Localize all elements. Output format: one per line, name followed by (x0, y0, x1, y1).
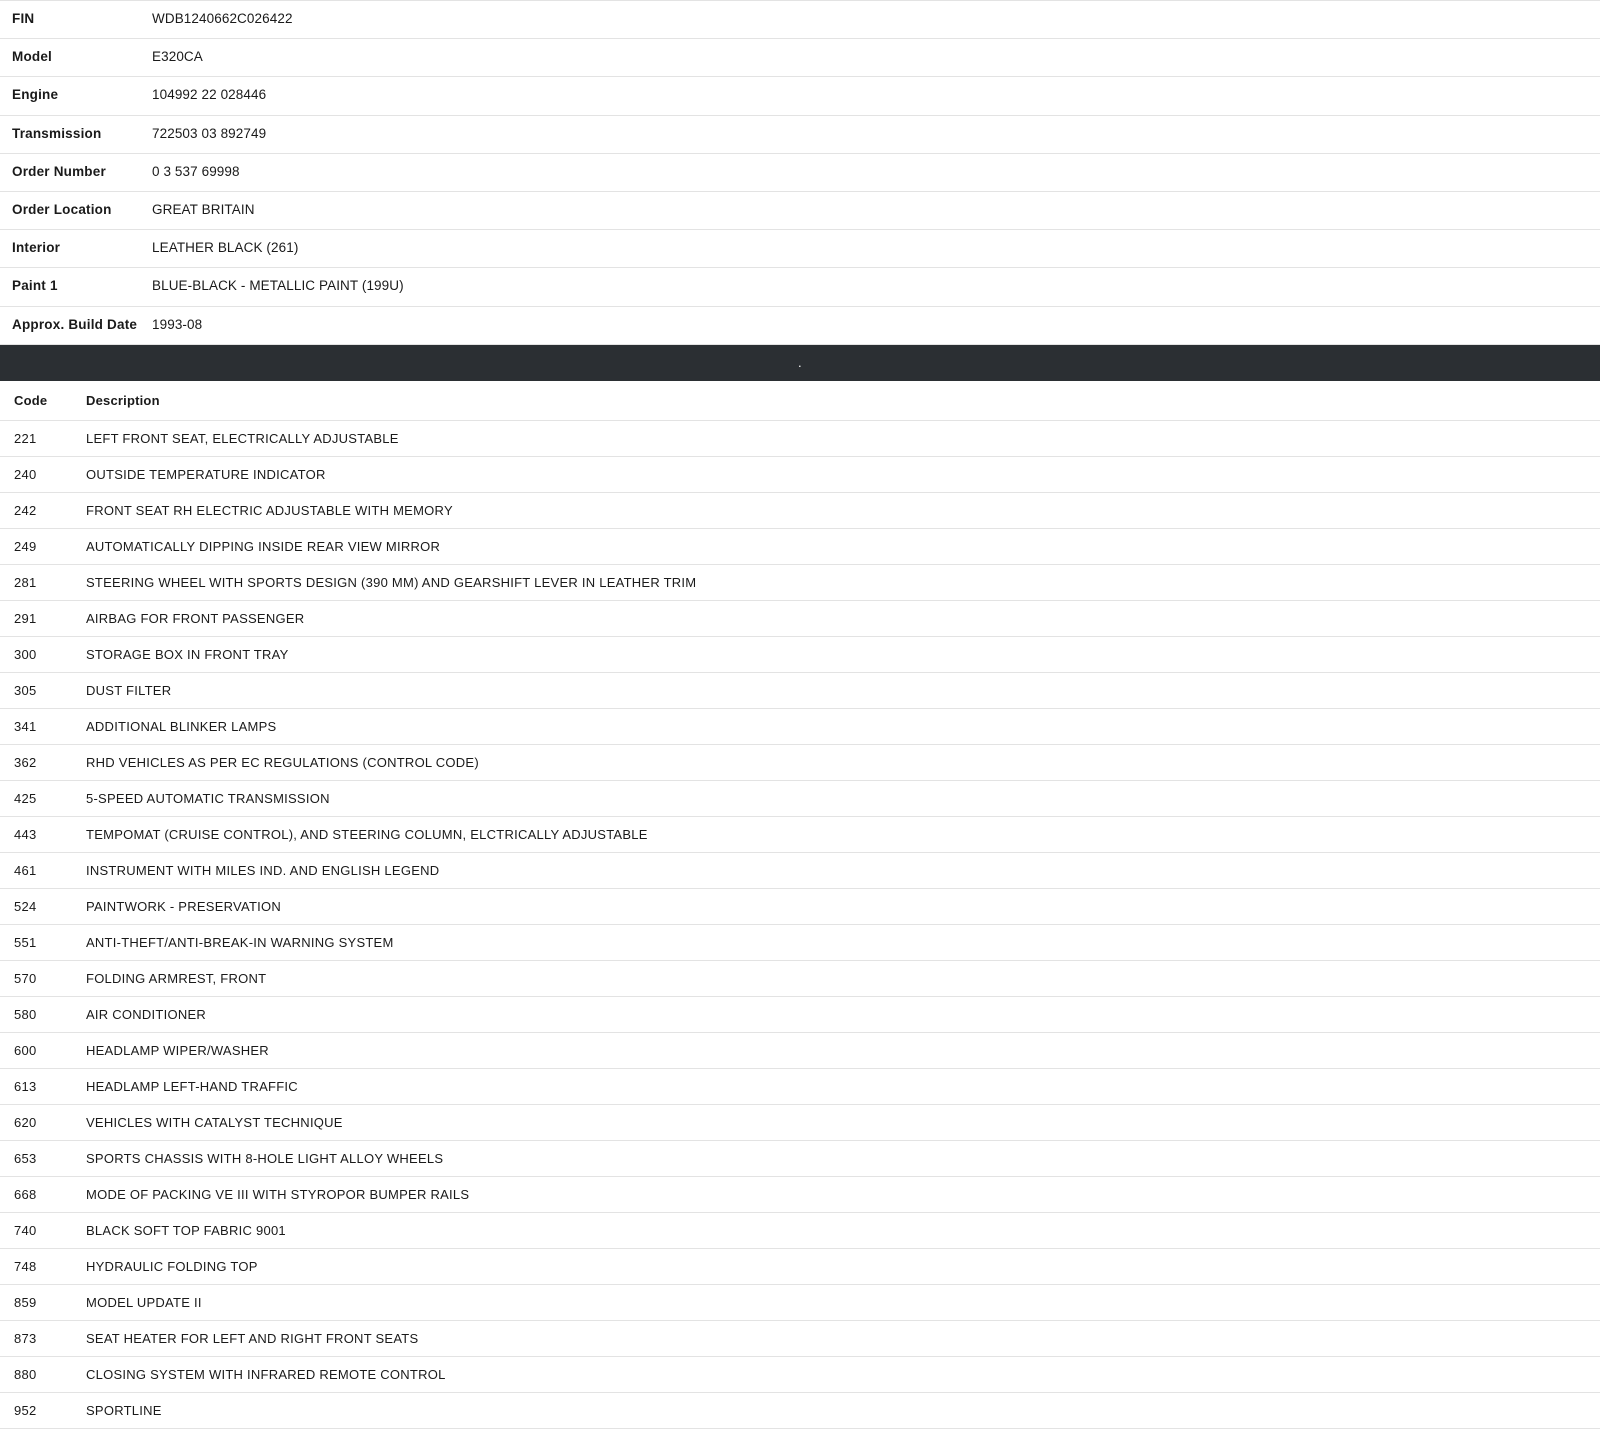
equipment-description: AUTOMATICALLY DIPPING INSIDE REAR VIEW MIRROR (84, 528, 1600, 564)
equipment-code: 291 (0, 600, 84, 636)
equipment-code: 341 (0, 708, 84, 744)
table-row (0, 1248, 1600, 1284)
column-header-code: Code (0, 381, 84, 421)
equipment-description: STEERING WHEEL WITH SPORTS DESIGN (390 MM) AND GEARSHIFT LEVER IN LEATHER TRIM (84, 564, 1600, 600)
equipment-code: 613 (0, 1068, 84, 1104)
table-row (0, 564, 1600, 600)
spec-value: 0 3 537 69998 (152, 163, 240, 179)
table-row (0, 816, 1600, 852)
vehicle-spec-body (0, 1, 1600, 345)
spec-value: BLUE-BLACK - METALLIC PAINT (199U) (152, 278, 404, 294)
spec-label: Interior (12, 240, 61, 256)
equipment-description: BLACK SOFT TOP FABRIC 9001 (84, 1212, 1600, 1248)
table-row (0, 888, 1600, 924)
equipment-description: MODEL UPDATE II (84, 1284, 1600, 1320)
equipment-code: 300 (0, 636, 84, 672)
spec-label: Paint 1 (12, 278, 58, 294)
spec-row (0, 1, 1600, 39)
table-row (0, 1320, 1600, 1356)
equipment-code: 443 (0, 816, 84, 852)
table-row (0, 1032, 1600, 1068)
equipment-description: SEAT HEATER FOR LEFT AND RIGHT FRONT SEATS (84, 1320, 1600, 1356)
spec-row (0, 306, 1600, 344)
equipment-description: LEFT FRONT SEAT, ELECTRICALLY ADJUSTABLE (84, 420, 1600, 456)
table-header-row (0, 381, 1600, 421)
table-row (0, 1176, 1600, 1212)
equipment-description: CLOSING SYSTEM WITH INFRARED REMOTE CONTROL (84, 1356, 1600, 1392)
equipment-description: MODE OF PACKING VE III WITH STYROPOR BUMPER RAILS (84, 1176, 1600, 1212)
equipment-code: 524 (0, 888, 84, 924)
equipment-description: OUTSIDE TEMPERATURE INDICATOR (84, 456, 1600, 492)
table-row (0, 780, 1600, 816)
equipment-code: 740 (0, 1212, 84, 1248)
column-header-description: Description (84, 381, 1600, 421)
table-row (0, 1284, 1600, 1320)
spec-label: Transmission (12, 125, 102, 141)
equipment-description: AIR CONDITIONER (84, 996, 1600, 1032)
spec-label: FIN (12, 11, 35, 26)
spec-label: Model (12, 49, 52, 65)
equipment-code: 242 (0, 492, 84, 528)
spec-value: LEATHER BLACK (261) (152, 240, 299, 256)
equipment-description: VEHICLES WITH CATALYST TECHNIQUE (84, 1104, 1600, 1140)
table-row (0, 996, 1600, 1032)
equipment-code: 221 (0, 420, 84, 456)
spec-value: 1993-08 (152, 316, 203, 332)
table-row (0, 708, 1600, 744)
vehicle-spec-table (0, 0, 1600, 345)
equipment-description: HYDRAULIC FOLDING TOP (84, 1248, 1600, 1284)
equipment-code: 668 (0, 1176, 84, 1212)
table-row (0, 924, 1600, 960)
spec-value: 104992 22 028446 (152, 87, 267, 103)
table-row (0, 636, 1600, 672)
equipment-code: 873 (0, 1320, 84, 1356)
table-row (0, 456, 1600, 492)
equipment-code: 551 (0, 924, 84, 960)
equipment-description: ADDITIONAL BLINKER LAMPS (84, 708, 1600, 744)
table-row (0, 960, 1600, 996)
table-row (0, 492, 1600, 528)
spec-row (0, 153, 1600, 191)
spec-value: GREAT BRITAIN (152, 201, 255, 217)
equipment-description: TEMPOMAT (CRUISE CONTROL), AND STEERING COLUMN, ELCTRICALLY ADJUSTABLE (84, 816, 1600, 852)
equipment-description: SPORTLINE (84, 1392, 1600, 1428)
spec-row (0, 268, 1600, 306)
spec-label: Approx. Build Date (12, 316, 138, 332)
equipment-code: 305 (0, 672, 84, 708)
equipment-description: 5-SPEED AUTOMATIC TRANSMISSION (84, 780, 1600, 816)
table-row (0, 528, 1600, 564)
equipment-description: HEADLAMP WIPER/WASHER (84, 1032, 1600, 1068)
equipment-codes-body (0, 420, 1600, 1428)
equipment-description: FRONT SEAT RH ELECTRIC ADJUSTABLE WITH MEMORY (84, 492, 1600, 528)
equipment-description: PAINTWORK - PRESERVATION (84, 888, 1600, 924)
equipment-code: 461 (0, 852, 84, 888)
equipment-description: INSTRUMENT WITH MILES IND. AND ENGLISH LEGEND (84, 852, 1600, 888)
table-row (0, 852, 1600, 888)
spec-label: Order Number (12, 163, 106, 179)
equipment-code: 580 (0, 996, 84, 1032)
section-separator-label: . (798, 355, 802, 371)
table-row (0, 672, 1600, 708)
equipment-description: FOLDING ARMREST, FRONT (84, 960, 1600, 996)
equipment-code: 748 (0, 1248, 84, 1284)
equipment-code: 249 (0, 528, 84, 564)
equipment-description: RHD VEHICLES AS PER EC REGULATIONS (CONTROL CODE) (84, 744, 1600, 780)
equipment-description: HEADLAMP LEFT-HAND TRAFFIC (84, 1068, 1600, 1104)
equipment-code: 600 (0, 1032, 84, 1068)
spec-value: WDB1240662C026422 (152, 11, 293, 26)
table-row (0, 1104, 1600, 1140)
equipment-description: ANTI-THEFT/ANTI-BREAK-IN WARNING SYSTEM (84, 924, 1600, 960)
equipment-description: STORAGE BOX IN FRONT TRAY (84, 636, 1600, 672)
equipment-description: SPORTS CHASSIS WITH 8-HOLE LIGHT ALLOY WHEELS (84, 1140, 1600, 1176)
spec-label: Order Location (12, 201, 112, 217)
equipment-description: DUST FILTER (84, 672, 1600, 708)
table-row (0, 1212, 1600, 1248)
spec-value: 722503 03 892749 (152, 125, 267, 141)
equipment-code: 620 (0, 1104, 84, 1140)
spec-row (0, 39, 1600, 77)
table-row (0, 1392, 1600, 1428)
spec-row (0, 191, 1600, 229)
spec-row (0, 77, 1600, 115)
equipment-code: 570 (0, 960, 84, 996)
equipment-code: 425 (0, 780, 84, 816)
equipment-code: 952 (0, 1392, 84, 1428)
table-row (0, 600, 1600, 636)
equipment-code: 281 (0, 564, 84, 600)
table-row (0, 420, 1600, 456)
table-row (0, 1068, 1600, 1104)
equipment-codes-header (0, 381, 1600, 421)
spec-label: Engine (12, 87, 59, 103)
spec-row (0, 230, 1600, 268)
equipment-codes-table (0, 381, 1600, 1429)
section-separator-band (0, 345, 1600, 381)
spec-row (0, 115, 1600, 153)
table-row (0, 1140, 1600, 1176)
equipment-code: 880 (0, 1356, 84, 1392)
equipment-code: 362 (0, 744, 84, 780)
equipment-code: 240 (0, 456, 84, 492)
equipment-description: AIRBAG FOR FRONT PASSENGER (84, 600, 1600, 636)
spec-value: E320CA (152, 49, 203, 65)
table-row (0, 744, 1600, 780)
equipment-code: 859 (0, 1284, 84, 1320)
equipment-code: 653 (0, 1140, 84, 1176)
table-row (0, 1356, 1600, 1392)
